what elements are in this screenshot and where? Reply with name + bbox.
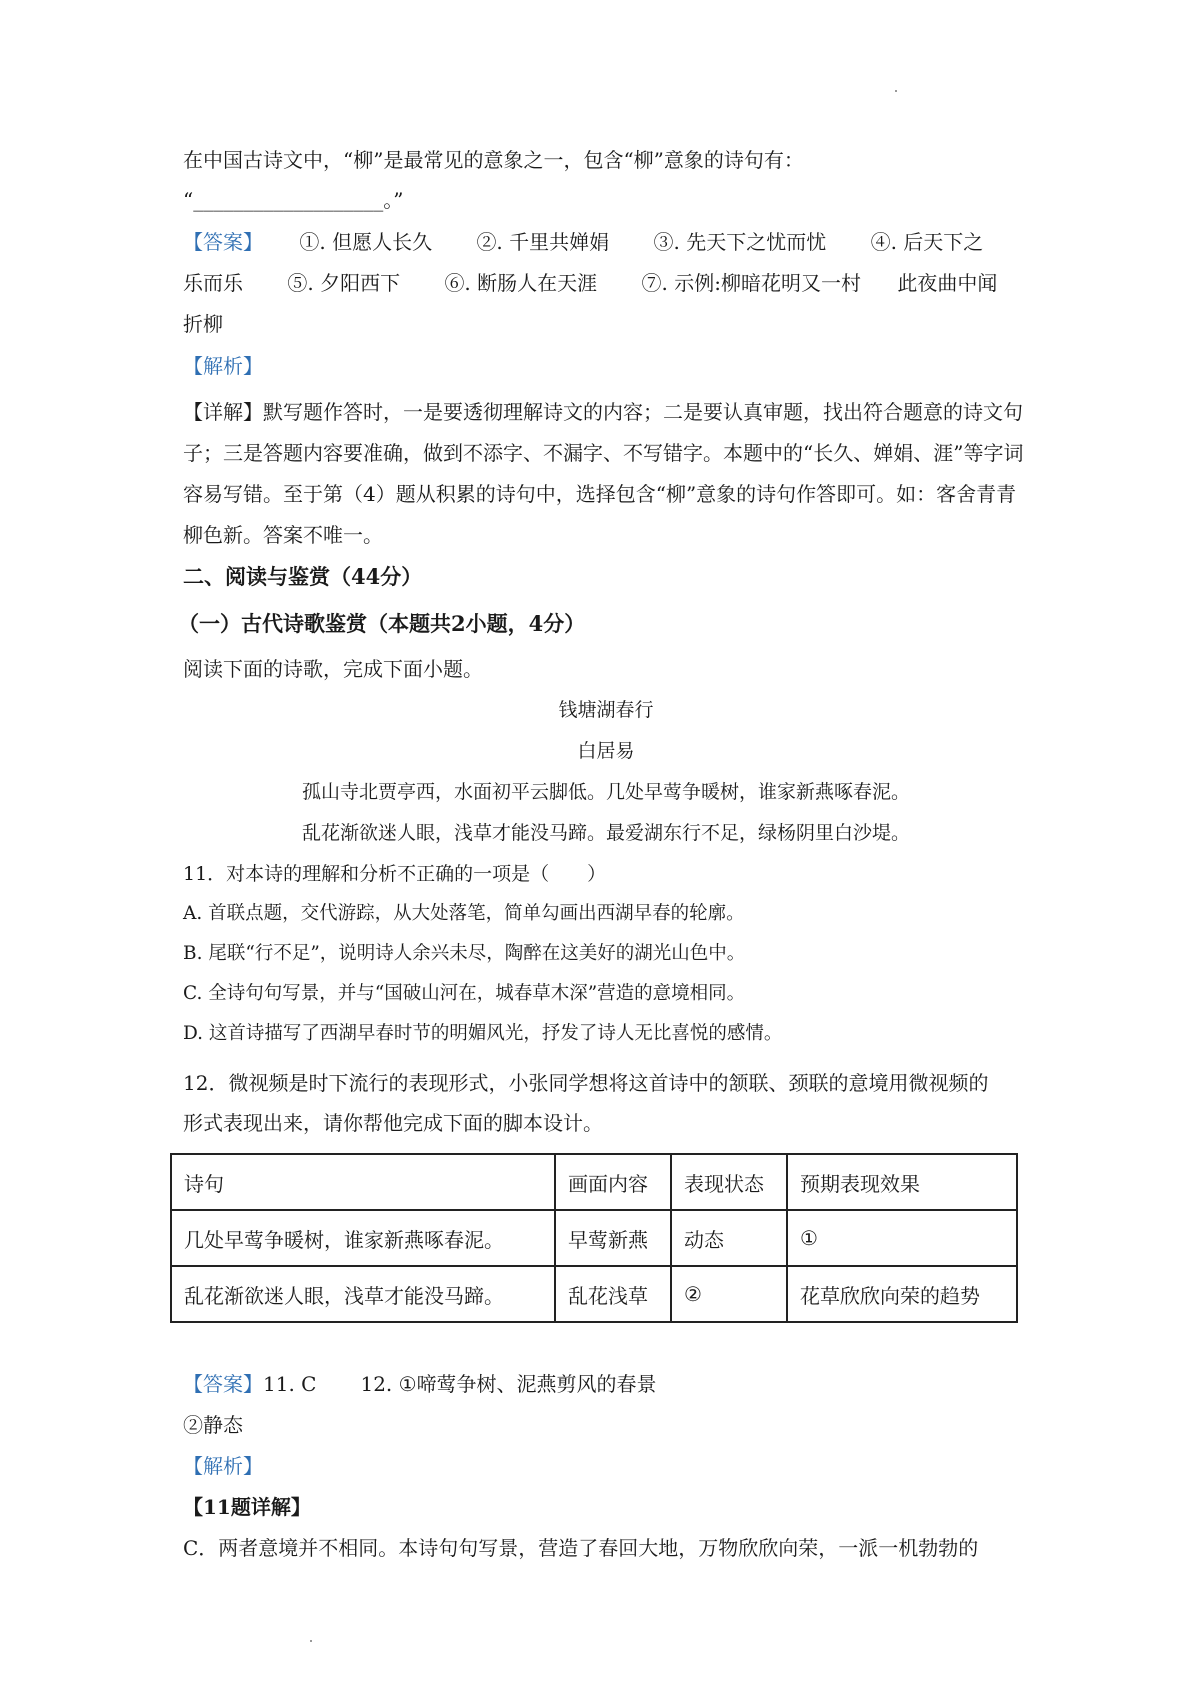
question-11-stem: 11．对本诗的理解和分析不正确的一项是（ ） [183, 863, 607, 885]
table-cell: 几处早莺争暖树，谁家新燕啄春泥。 [171, 1210, 555, 1266]
question-12-stem-line-2: 形式表现出来，请你帮他完成下面的脚本设计。 [183, 1111, 603, 1135]
answer-item: ③. 先天下之忧而忧 [653, 230, 827, 254]
question-12-stem-line-1: 12．微视频是时下流行的表现形式，小张同学想将这首诗中的颔联、颈联的意境用微视频的 [183, 1071, 989, 1095]
answer-12: 12. ①啼莺争树、泥燕剪风的春景 [360, 1372, 657, 1396]
poem-author: 白居易 [577, 740, 635, 762]
table-cell: 乱花浅草 [555, 1266, 671, 1322]
answer-1-line-1 [183, 228, 983, 256]
intro-blank-line: “___________________。” [183, 188, 404, 212]
table-header-cell: 表现状态 [671, 1154, 787, 1210]
script-design-table [170, 1153, 1018, 1323]
table-cell: ① [787, 1210, 1017, 1266]
answer-1-line-3: 折柳 [183, 312, 223, 336]
answer-item: ⑥. 断肠人在天涯 [444, 271, 598, 295]
option-b: B. 尾联“行不足”，说明诗人余兴未尽，陶醉在这美好的湖光山色中。 [183, 943, 746, 964]
table-cell: 乱花渐欲迷人眼，浅草才能没马蹄。 [171, 1266, 555, 1322]
answer-item: ②. 千里共婵娟 [476, 230, 610, 254]
table-cell: 动态 [671, 1210, 787, 1266]
detail-11-tag: 【11题详解】 [183, 1495, 311, 1519]
poem-title: 钱塘湖春行 [558, 699, 654, 721]
detail-tag: 【详解】 [183, 400, 263, 424]
table-row [171, 1266, 1017, 1322]
answer-tag: 【答案】 [183, 1372, 263, 1396]
analysis-tag: 【解析】 [183, 1454, 263, 1478]
intro-line-1: 在中国古诗文中，“柳”是最常见的意象之一，包含“柳”意象的诗句有： [183, 148, 804, 172]
poem-line: 乱花渐欲迷人眼，浅草才能没马蹄。最爱湖东行不足，绿杨阴里白沙堤。 [301, 822, 910, 844]
table-row [171, 1210, 1017, 1266]
answer-2-line-1 [183, 1370, 657, 1398]
option-d: D. 这首诗描写了西湖早春时节的明媚风光，抒发了诗人无比喜悦的感情。 [183, 1023, 783, 1044]
answer-tag: 【答案】 [183, 230, 263, 254]
answer-item: 此夜曲中闻 [897, 271, 998, 295]
section-title: 二、阅读与鉴赏（44分） [183, 564, 423, 589]
scan-dot [310, 1640, 312, 1642]
table-header-cell: 诗句 [171, 1154, 555, 1210]
answer-1-line-2 [183, 269, 997, 297]
table-header-cell: 预期表现效果 [787, 1154, 1017, 1210]
table-header-row [171, 1154, 1017, 1210]
analysis-tag: 【解析】 [183, 354, 263, 378]
answer-item: ⑦. 示例:柳暗花明又一村 [641, 271, 861, 295]
table-cell: 花草欣欣向荣的趋势 [787, 1266, 1017, 1322]
answer-2-line-2: ②静态 [183, 1413, 243, 1437]
detail-11-text: C．两者意境并不相同。本诗句句写景，营造了春回大地，万物欣欣向荣，一派一机勃勃的 [183, 1536, 979, 1560]
answer-11: 11. C [263, 1372, 317, 1396]
answer-item: ⑤. 夕阳西下 [287, 271, 401, 295]
scan-dot [895, 90, 897, 92]
option-c: C. 全诗句句写景，并与“国破山河在，城春草木深”营造的意境相同。 [183, 983, 746, 1004]
analysis-1-detail [183, 392, 1029, 556]
detail-text: 默写题作答时，一是要透彻理解诗文的内容；二是要认真审题，找出符合题意的诗文句子；三是答题内容要准确，做到不添字、不漏字、不写错字。本题中的“长久、婵娟、涯”等字词容易写错。至于第（4）题从积累的诗句中，选择包含“柳”意象的诗句作答即可。如：客舍青青柳色新。答案不唯一。 [183, 400, 1024, 547]
answer-item: 乐而乐 [183, 271, 243, 295]
reading-instruction: 阅读下面的诗歌，完成下面小题。 [183, 657, 483, 681]
option-a: A. 首联点题，交代游踪，从大处落笔，简单勾画出西湖早春的轮廓。 [183, 903, 745, 924]
table-cell: ② [671, 1266, 787, 1322]
table-header-cell: 画面内容 [555, 1154, 671, 1210]
answer-item: ④. 后天下之 [870, 230, 984, 254]
poem-line: 孤山寺北贾亭西，水面初平云脚低。几处早莺争暖树，谁家新燕啄春泥。 [301, 781, 910, 803]
sub-section-title: （一）古代诗歌鉴赏（本题共2小题，4分） [178, 611, 586, 636]
table-cell: 早莺新燕 [555, 1210, 671, 1266]
answer-item: ①. 但愿人长久 [299, 230, 433, 254]
